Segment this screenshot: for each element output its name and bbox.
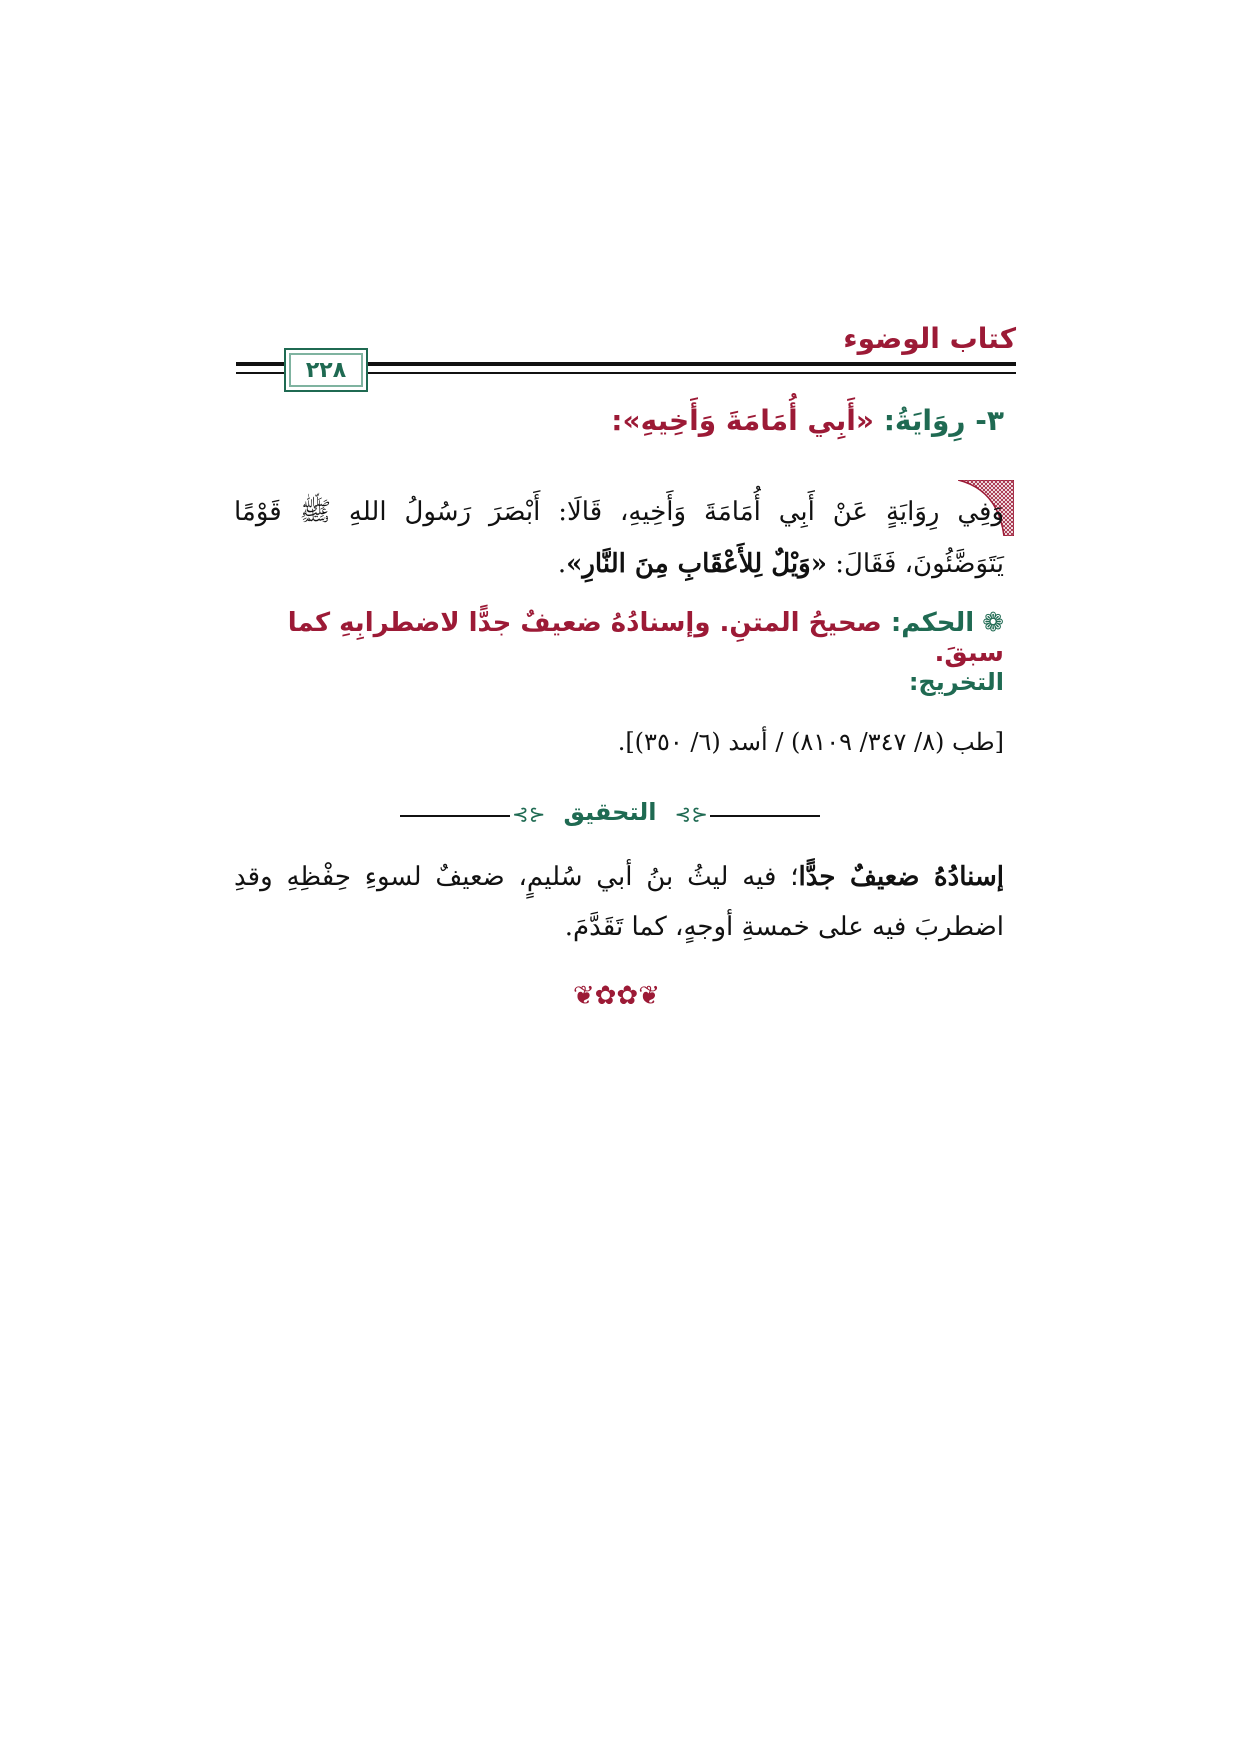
tahqiq-bold-lead: إسنادُهُ ضعيفٌ جدًّا — [798, 862, 1005, 892]
ruling-line — [224, 608, 1004, 668]
tahqiq-text: ؛ فيه ليثُ بنُ أبي سُليمٍ، ضعيفٌ لسوءِ حِفْظِهِ وقدِ اضطربَ فيه على خمسةِ أوجهٍ، كما تَقَدَّمَ. — [234, 862, 1004, 942]
hadith-text: وَفِي رِوَايَةٍ عَنْ أَبِي أُمَامَةَ وَأَخِيهِ، قَالَا: أَبْصَرَ رَسُولُ اللهِ ﷺ قَوْمًا يَتَوَضَّئُونَ، فَقَالَ: — [234, 497, 1004, 579]
ruling-label: الحكم: — [890, 608, 975, 638]
tahqiq-text-block — [234, 852, 1004, 952]
page-number: ٢٢٨ — [305, 357, 347, 383]
section-number: ٣- — [975, 404, 1004, 437]
takhrij-label: التخريج: — [908, 668, 1004, 696]
end-ornament-icon: ❦✿✿❦ — [572, 981, 660, 1011]
divider-ornament-right-icon: ⊰⊱ — [674, 802, 708, 826]
ruling-text: صحيحُ المتنِ. وإسنادُهُ ضعيفٌ جدًّا لاضطرابِهِ كما سبقَ. — [287, 608, 1004, 668]
hadith-end: . — [557, 549, 567, 579]
tahqiq-label: التحقيق — [563, 798, 657, 826]
section-title — [224, 404, 1004, 437]
section-title-prefix: رِوَايَةُ: — [883, 404, 966, 437]
section-title-quote: «أَبِي أُمَامَةَ وَأَخِيهِ»: — [611, 404, 874, 437]
takhrij-text: [طب (٨/ ٣٤٧/ ٨١٠٩) / أسد (٦/ ٣٥٠)]. — [617, 728, 1004, 756]
book-title: كتاب الوضوء — [843, 322, 1016, 355]
flower-ornament-icon: ❁ — [982, 608, 1004, 638]
page-number-badge — [284, 348, 368, 392]
hadith-quote: «وَيْلٌ لِلأَعْقَابِ مِنَ النَّارِ» — [566, 549, 827, 579]
divider-ornament-left-icon: ⊰⊱ — [512, 802, 546, 826]
tahqiq-divider — [400, 798, 820, 832]
page-header — [236, 318, 1016, 390]
hadith-text-block — [234, 486, 1004, 590]
